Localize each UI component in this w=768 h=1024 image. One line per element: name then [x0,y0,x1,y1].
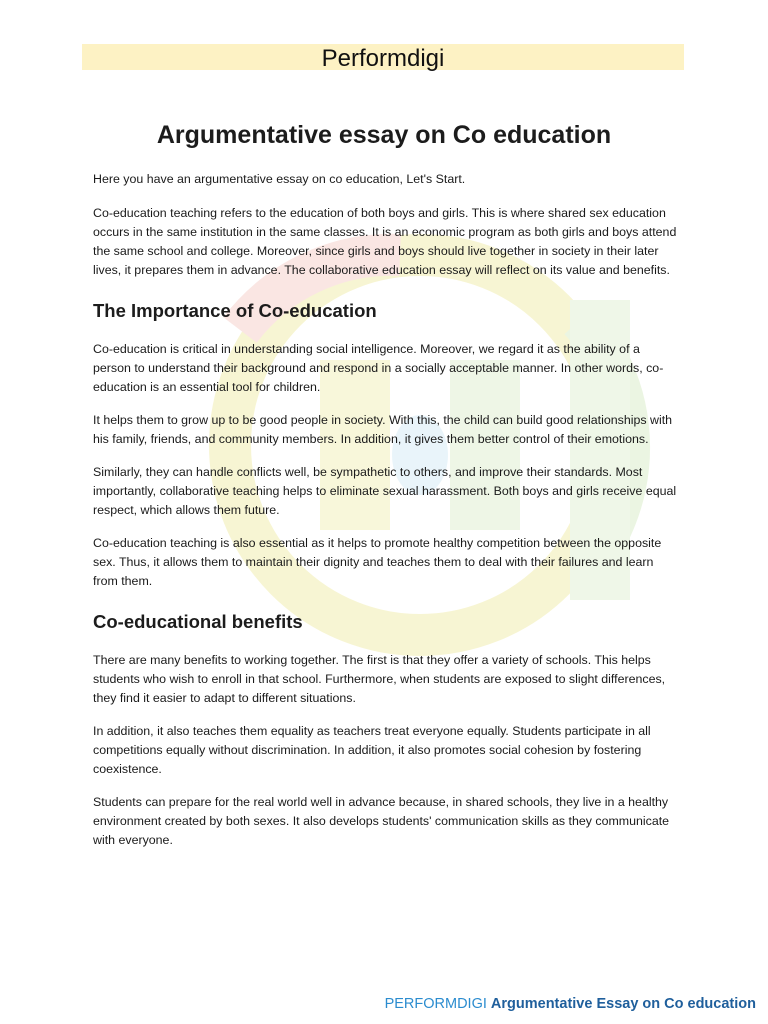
footer-brand: PERFORMDIGI [384,996,487,1012]
section-1-paragraph: Similarly, they can handle conflicts well, be sympathetic to others, and improve their standards. Most importantly, collaborative teaching helps to eliminate sexual harassment. Both boys and girls receive equal respect, which allows them future. [93,465,677,517]
section-heading-importance: The Importance of Co-education [93,300,377,321]
brand-header: Performdigi [321,45,445,72]
footer-title: Argumentative Essay on Co education [490,996,756,1012]
document-body [93,170,681,850]
section-2-paragraph: Students can prepare for the real world well in advance because, in shared schools, they live in a healthy environment created by both sexes. It also develops students' communication skills as they communicate with everyone. [93,795,670,847]
section-1-paragraph: It helps them to grow up to be good people in society. With this, the child can build good relationships with his family, friends, and community members. In addition, it gives them better control of their emotions. [93,413,673,446]
section-1-paragraph: Co-education is critical in understanding social intelligence. Moreover, we regard it as the ability of a person to understand their background and respond in a socially acceptable manner. In other words, co-education is an essential tool for children. [93,342,664,394]
page-footer [385,994,756,1014]
section-2-paragraph: In addition, it also teaches them equality as teachers treat everyone equally. Students participate in all competitions equally without discrimination. In addition, it also promotes social cohesion by fostering coexistence. [93,724,651,776]
section-1-paragraph: Co-education teaching is also essential as it helps to promote healthy competition between the opposite sex. Thus, it allows them to maintain their dignity and teaches them to deal with their failures and learn from them. [93,536,662,588]
paragraph-definition: Co-education teaching refers to the education of both boys and girls. This is where shared sex education occurs in the same institution in the same classes. It is an economic program as both girls and boys attend the same school and college. Moreover, since girls and boys should live together in society in their later lives, it prepares them in advance. The collaborative education essay will reflect on its value and benefits. [93,206,677,277]
section-heading-benefits: Co-educational benefits [93,611,303,632]
intro-paragraph: Here you have an argumentative essay on co education, Let's Start. [93,172,466,186]
section-2-paragraph: There are many benefits to working together. The first is that they offer a variety of schools. This helps students who wish to enroll in that school. Furthermore, when students are exposed to slight differences, they find it easier to adapt to different situations. [93,653,666,705]
document-title: Argumentative essay on Co education [156,121,612,149]
